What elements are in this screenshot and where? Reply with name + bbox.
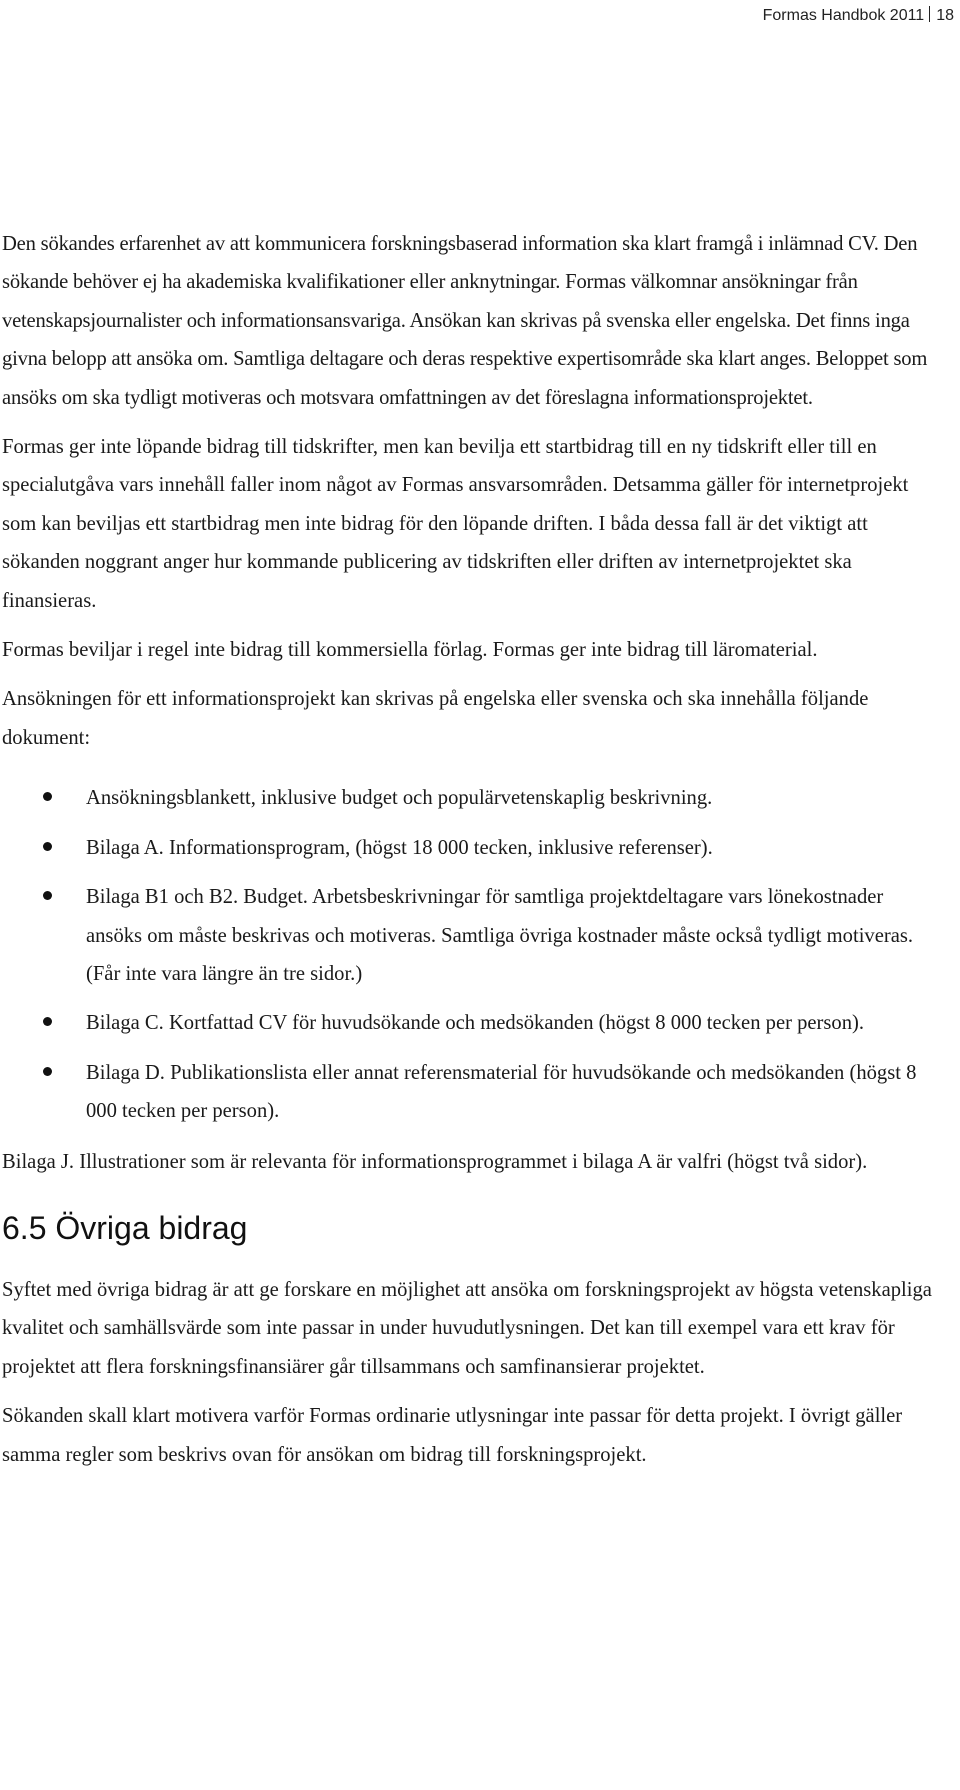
list-item-text: Bilaga B1 och B2. Budget. Arbetsbeskrivningar för samtliga projektdeltagare vars lönekostnader ansöks om måste beskrivas och motiveras. Samtliga övriga kostnader måste också tydligt motiveras. (Får inte vara längre än tre sidor.) — [86, 886, 914, 985]
list-item — [2, 779, 942, 817]
list-item — [2, 1004, 942, 1042]
bullet-icon — [43, 1067, 52, 1076]
section-heading: 6.5 Övriga bidrag — [2, 1209, 248, 1246]
bullet-icon — [43, 792, 52, 801]
page-body — [2, 225, 942, 1474]
bullet-icon — [43, 1017, 52, 1026]
paragraph-application-documents: Ansökningen för ett informationsprojekt kan skrivas på engelska eller svenska och ska innehålla följande dokument: — [2, 688, 869, 749]
bullet-icon — [43, 891, 52, 900]
page-header — [763, 6, 954, 25]
paragraph-journals-internet: Formas ger inte löpande bidrag till tidskrifter, men kan bevilja ett startbidrag till en ny tidskrift eller till en specialutgåva vars innehåll faller inom något av Formas ansvarsområden. Detsamma gäller för internetprojekt som kan beviljas ett startbidrag men inte bidrag för den löpande driften. I båda dessa fall är det viktigt att sökanden noggrant anger hur kommande publicering av tidskriften eller driften av internetprojektet ska finansieras. — [2, 436, 909, 612]
header-divider — [929, 6, 930, 22]
list-item-text: Bilaga C. Kortfattad CV för huvudsökande och medsökanden (högst 8 000 tecken per person). — [86, 1012, 864, 1035]
bullet-icon — [43, 842, 52, 851]
paragraph-other-grants-purpose: Syftet med övriga bidrag är att ge forskare en möjlighet att ansöka om forskningsprojekt av högsta vetenskapliga kvalitet och samhällsvärde som inte passar in under huvudutlysningen. Det kan till exempel vara ett krav för projektet att flera forskningsfinansiärer går tillsammans och samfinansierar projektet. — [2, 1278, 932, 1378]
paragraph-applicant-experience: Den sökandes erfarenhet av att kommunicera forskningsbaserad information ska klart framgå i inlämnad CV. Den sökande behöver ej ha akademiska kvalifikationer eller anknytningar. Formas välkomnar ansökningar från vetenskapsjournalister och informationsansvariga. Ansökan kan skrivas på svenska eller engelska. Det finns inga givna belopp att ansöka om. Samtliga deltagare och deras respektive expertisområde ska klart anges. Beloppet som ansöks om ska tydligt motiveras och motsvara omfattningen av det föreslagna informationsprojektet. — [2, 233, 928, 409]
list-item — [2, 1054, 942, 1131]
list-item-text: Bilaga A. Informationsprogram, (högst 18 000 tecken, inklusive referenser). — [86, 836, 713, 859]
page-number: 18 — [936, 7, 954, 24]
list-item-text: Ansökningsblankett, inklusive budget och populärvetenskaplig beskrivning. — [86, 787, 713, 810]
document-title: Formas Handbok 2011 — [762, 7, 925, 24]
list-item — [2, 829, 942, 867]
paragraph-appendix-j: Bilaga J. Illustrationer som är relevanta för informationsprogrammet i bilaga A är valfri (högst två sidor). — [2, 1150, 868, 1173]
list-item-text: Bilaga D. Publikationslista eller annat referensmaterial för huvudsökande och medsökanden (högst 8 000 tecken per person). — [86, 1061, 917, 1123]
paragraph-commercial-publishers: Formas beviljar i regel inte bidrag till kommersiella förlag. Formas ger inte bidrag till läromaterial. — [2, 639, 818, 662]
list-item — [2, 878, 942, 993]
paragraph-other-grants-motivation: Sökanden skall klart motivera varför Formas ordinarie utlysningar inte passar för detta projekt. I övrigt gäller samma regler som beskrivs ovan för ansökan om bidrag till forskningsprojekt. — [2, 1405, 903, 1466]
document-list — [2, 779, 942, 1130]
